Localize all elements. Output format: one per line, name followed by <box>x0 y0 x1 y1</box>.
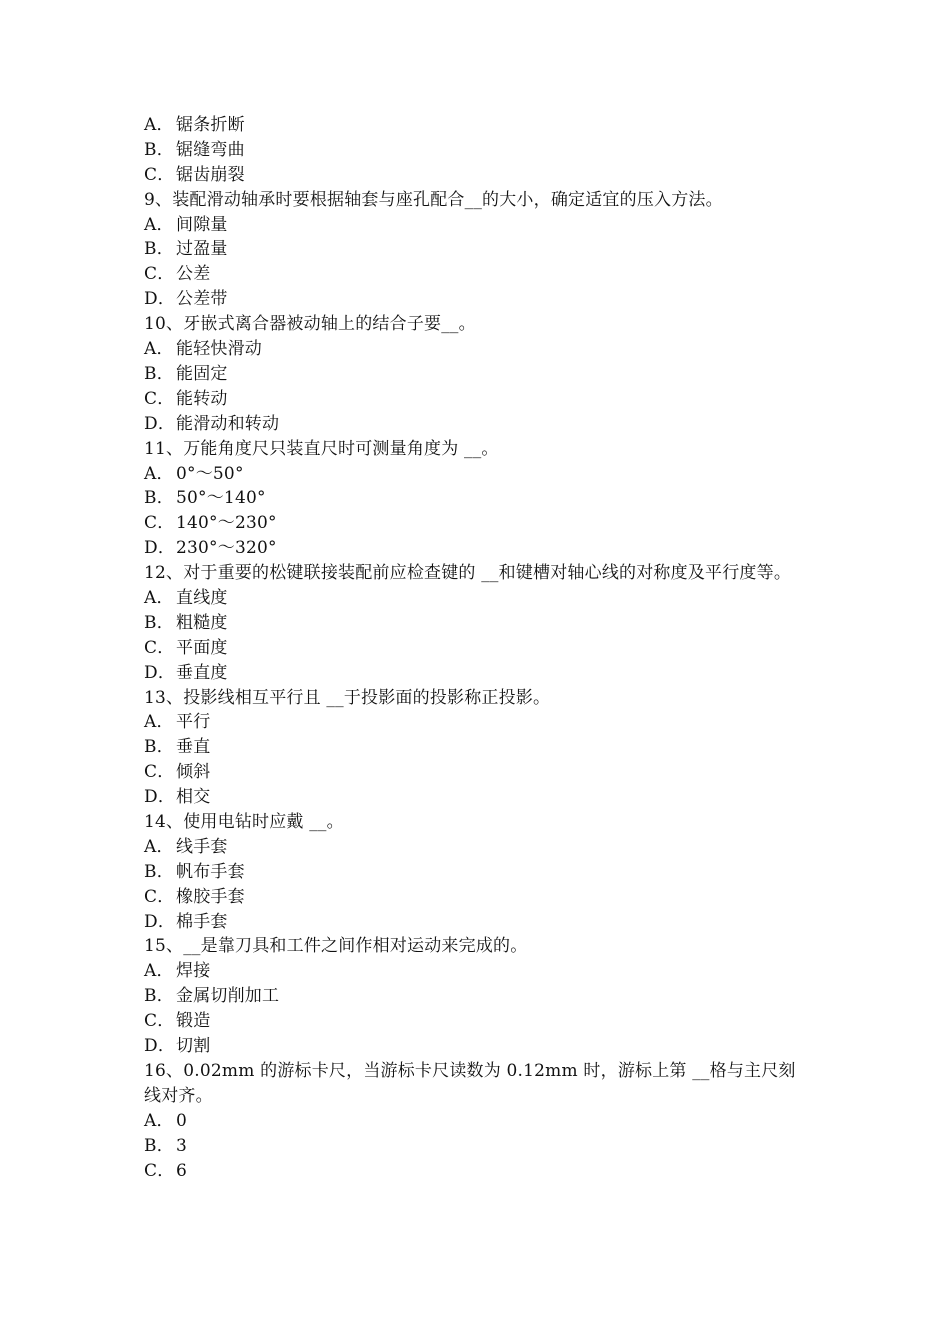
option-letter: A． <box>144 463 174 484</box>
question-text: 9、装配滑动轴承时要根据轴套与座孔配合__的大小，确定适宜的压入方法。 <box>144 189 723 210</box>
option-text: 平行 <box>176 712 211 733</box>
answer-option <box>144 835 809 860</box>
answer-option <box>144 1034 809 1059</box>
answer-option <box>144 486 809 511</box>
question-text: 10、牙嵌式离合器被动轴上的结合子要__。 <box>144 314 476 335</box>
answer-option <box>144 760 809 785</box>
answer-option <box>144 262 809 287</box>
option-letter: D． <box>144 662 176 683</box>
answer-option <box>144 237 809 262</box>
option-letter: A． <box>144 587 174 608</box>
answer-option <box>144 661 809 686</box>
option-letter: A． <box>144 961 174 982</box>
option-letter: B． <box>144 488 174 509</box>
answer-option <box>144 1009 809 1034</box>
answer-option <box>144 536 809 561</box>
option-text: 平面度 <box>176 637 228 658</box>
question-text: 15、__是靠刀具和工件之间作相对运动来完成的。 <box>144 936 528 957</box>
option-text: 0°～50° <box>176 463 244 484</box>
answer-option <box>144 710 809 735</box>
answer-option <box>144 959 809 984</box>
option-text: 垂直 <box>176 737 211 758</box>
option-text: 230°～320° <box>176 538 277 559</box>
option-text: 焊接 <box>176 961 211 982</box>
option-letter: D． <box>144 911 176 932</box>
answer-option <box>144 586 809 611</box>
answer-option <box>144 1134 809 1159</box>
answer-option <box>144 138 809 163</box>
option-letter: D． <box>144 289 176 310</box>
answer-option <box>144 1159 809 1184</box>
option-text: 140°～230° <box>176 513 277 534</box>
option-text: 金属切削加工 <box>176 986 280 1007</box>
answer-option <box>144 860 809 885</box>
option-text: 直线度 <box>176 587 228 608</box>
answer-option <box>144 163 809 188</box>
option-letter: C． <box>144 264 175 285</box>
option-letter: C． <box>144 388 175 409</box>
option-letter: C． <box>144 637 175 658</box>
option-text: 0 <box>176 1110 188 1131</box>
answer-option <box>144 337 809 362</box>
option-text: 切割 <box>176 1036 211 1057</box>
answer-option <box>144 735 809 760</box>
option-letter: B． <box>144 1135 174 1156</box>
option-letter: D． <box>144 413 176 434</box>
answer-option <box>144 213 809 238</box>
answer-option <box>144 511 809 536</box>
option-text: 线手套 <box>176 836 228 857</box>
option-text: 锻造 <box>176 1011 211 1032</box>
option-text: 间隙量 <box>176 214 228 235</box>
answer-option <box>144 636 809 661</box>
answer-option <box>144 785 809 810</box>
answer-option <box>144 462 809 487</box>
option-letter: B． <box>144 239 174 260</box>
option-text: 相交 <box>176 787 211 808</box>
option-text: 公差带 <box>176 289 228 310</box>
answer-option <box>144 412 809 437</box>
answer-option <box>144 611 809 636</box>
answer-option <box>144 885 809 910</box>
option-letter: A． <box>144 836 174 857</box>
question-text: 14、使用电钻时应戴 __。 <box>144 812 344 833</box>
option-text: 3 <box>176 1135 188 1156</box>
option-letter: A． <box>144 214 174 235</box>
option-letter: C． <box>144 762 175 783</box>
option-text: 帆布手套 <box>176 861 245 882</box>
option-text: 垂直度 <box>176 662 228 683</box>
option-text: 过盈量 <box>176 239 228 260</box>
option-text: 能固定 <box>176 363 228 384</box>
option-letter: A． <box>144 339 174 360</box>
option-letter: C． <box>144 886 175 907</box>
option-letter: A． <box>144 712 174 733</box>
question-text: 11、万能角度尺只装直尺时可测量角度为 __。 <box>144 438 499 459</box>
option-text: 能滑动和转动 <box>176 413 280 434</box>
answer-option <box>144 1109 809 1134</box>
option-letter: B． <box>144 737 174 758</box>
question-text: 13、投影线相互平行且 __于投影面的投影称正投影。 <box>144 687 551 708</box>
option-text: 能轻快滑动 <box>176 339 262 360</box>
option-text: 50°～140° <box>176 488 266 509</box>
option-letter: C． <box>144 164 175 185</box>
option-letter: B． <box>144 363 174 384</box>
option-text: 橡胶手套 <box>176 886 245 907</box>
option-letter: B． <box>144 139 174 160</box>
answer-option <box>144 984 809 1009</box>
answer-option <box>144 287 809 312</box>
option-letter: B． <box>144 612 174 633</box>
option-text: 公差 <box>176 264 211 285</box>
answer-option <box>144 113 809 138</box>
option-text: 能转动 <box>176 388 228 409</box>
answer-option <box>144 387 809 412</box>
answer-option <box>144 910 809 935</box>
option-letter: D． <box>144 1036 176 1057</box>
option-text: 粗糙度 <box>176 612 228 633</box>
question-text: 16、0.02mm 的游标卡尺，当游标卡尺读数为 0.12mm 时，游标上第 __格与主尺刻线对齐。 <box>144 1060 796 1106</box>
option-letter: D． <box>144 787 176 808</box>
option-letter: C． <box>144 1160 175 1181</box>
option-text: 倾斜 <box>176 762 211 783</box>
option-text: 锯缝弯曲 <box>176 139 245 160</box>
question-text: 12、对于重要的松键联接装配前应检查键的 __和键槽对轴心线的对称度及平行度等。 <box>144 563 792 584</box>
option-text: 锯齿崩裂 <box>176 164 245 185</box>
option-letter: C． <box>144 513 175 534</box>
option-letter: A． <box>144 115 174 135</box>
option-text: 锯条折断 <box>176 115 245 135</box>
document-page <box>144 113 809 1183</box>
option-letter: C． <box>144 1011 175 1032</box>
option-letter: B． <box>144 986 174 1007</box>
option-letter: D． <box>144 538 176 559</box>
option-text: 6 <box>176 1160 188 1181</box>
option-text: 棉手套 <box>176 911 228 932</box>
option-letter: A． <box>144 1110 174 1131</box>
option-letter: B． <box>144 861 174 882</box>
answer-option <box>144 362 809 387</box>
